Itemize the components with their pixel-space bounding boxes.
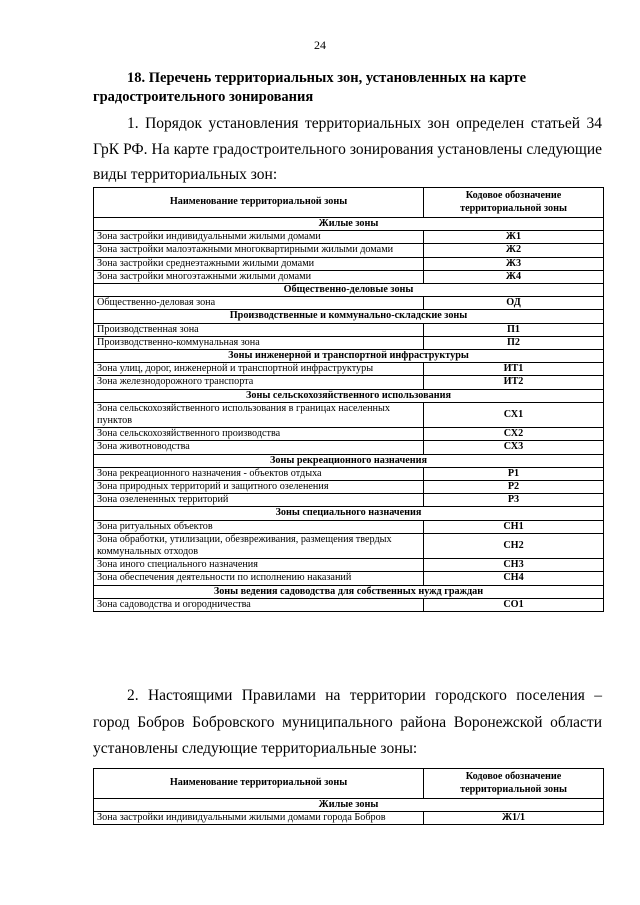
zone-name: Зона застройки среднеэтажными жилыми домами [94, 257, 424, 270]
group-row [94, 454, 604, 467]
zone-group-title: Зоны инженерной и транспортной инфраструктуры [94, 350, 604, 363]
zone-name: Зона животноводства [94, 441, 424, 454]
zone-name: Зона застройки индивидуальными жилыми домами [94, 231, 424, 244]
group-row [94, 389, 604, 402]
zone-name: Производственная зона [94, 323, 424, 336]
zone-code: СН4 [424, 572, 604, 585]
zone-group-title: Общественно-деловые зоны [94, 284, 604, 297]
table-header-row [94, 769, 604, 799]
group-row [94, 284, 604, 297]
table-row [94, 428, 604, 441]
table-row [94, 520, 604, 533]
table-row [94, 441, 604, 454]
zone-code: СХ2 [424, 428, 604, 441]
zone-code: Ж1 [424, 231, 604, 244]
zone-group-title: Жилые зоны [94, 799, 604, 812]
zone-code: ОД [424, 297, 604, 310]
zone-name: Зона улиц, дорог, инженерной и транспортной инфраструктуры [94, 363, 424, 376]
zone-name: Производственно-коммунальная зона [94, 336, 424, 349]
zone-group-title: Зоны специального назначения [94, 507, 604, 520]
zone-code: СН3 [424, 559, 604, 572]
zone-code: СО1 [424, 598, 604, 611]
zone-code: СН1 [424, 520, 604, 533]
table-row [94, 494, 604, 507]
zone-name: Зона железнодорожного транспорта [94, 376, 424, 389]
zone-code: СН2 [424, 533, 604, 558]
table-row [94, 481, 604, 494]
table-row [94, 598, 604, 611]
zone-name: Зона застройки малоэтажными многоквартирными жилыми домами [94, 244, 424, 257]
zone-group-title: Зоны рекреационного назначения [94, 454, 604, 467]
zone-name: Зона иного специального назначения [94, 559, 424, 572]
zone-code: СХ1 [424, 402, 604, 427]
zone-code: Ж3 [424, 257, 604, 270]
column-header-code: Кодовое обозначение территориальной зоны [424, 188, 604, 218]
group-row [94, 585, 604, 598]
table-row [94, 297, 604, 310]
zone-name: Зона садоводства и огородничества [94, 598, 424, 611]
zone-code: П2 [424, 336, 604, 349]
zone-code: ИТ2 [424, 376, 604, 389]
paragraph-1: 1. Порядок установления территориальных зон определен статьей 34 ГрК РФ. На карте градостроительного зонирования установлены следующие виды территориальных зон: [93, 115, 602, 183]
column-header-name: Наименование территориальной зоны [94, 188, 424, 218]
table-row [94, 231, 604, 244]
zone-code: Р1 [424, 467, 604, 480]
zones-table-general [93, 187, 604, 612]
section-heading [93, 69, 602, 107]
zone-name: Зона озелененных территорий [94, 494, 424, 507]
zone-group-title: Зоны ведения садоводства для собственных нужд граждан [94, 585, 604, 598]
section-heading-line2: градостроительного зонирования [93, 89, 314, 105]
column-header-name: Наименование территориальной зоны [94, 769, 424, 799]
table-row [94, 244, 604, 257]
group-row [94, 799, 604, 812]
table-row [94, 533, 604, 558]
zone-name: Зона застройки индивидуальными жилыми домами города Бобров [94, 812, 424, 825]
zone-name: Общественно-деловая зона [94, 297, 424, 310]
table-row [94, 559, 604, 572]
zone-name: Зона сельскохозяйственного использования в границах населенных пунктов [94, 402, 424, 427]
zone-code: Р2 [424, 481, 604, 494]
page-number: 24 [314, 38, 326, 52]
table-row [94, 323, 604, 336]
zone-name: Зона рекреационного назначения - объектов отдыха [94, 467, 424, 480]
zone-name: Зона обработки, утилизации, обезвреживания, размещения твердых коммунальных отходов [94, 533, 424, 558]
zone-name: Зона ритуальных объектов [94, 520, 424, 533]
table-row [94, 376, 604, 389]
zone-code: ИТ1 [424, 363, 604, 376]
zone-name: Зона природных территорий и защитного озеленения [94, 481, 424, 494]
paragraph-2: 2. Настоящими Правилами на территории городского поселения – город Бобров Бобровского муниципального района Воронежской области установлены следующие территориальные зоны: [93, 687, 602, 757]
group-row [94, 218, 604, 231]
zone-name: Зона застройки многоэтажными жилыми домами [94, 270, 424, 283]
zone-code: Ж4 [424, 270, 604, 283]
section-heading-line1: 18. Перечень территориальных зон, установленных на карте [127, 70, 527, 86]
zone-code: Р3 [424, 494, 604, 507]
table-row [94, 270, 604, 283]
table-row [94, 812, 604, 825]
zone-code: Ж1/1 [424, 812, 604, 825]
zone-group-title: Зоны сельскохозяйственного использования [94, 389, 604, 402]
zones-table-city [93, 768, 604, 825]
table-row [94, 467, 604, 480]
table-row [94, 402, 604, 427]
group-row [94, 350, 604, 363]
table-row [94, 257, 604, 270]
zone-code: Ж2 [424, 244, 604, 257]
table-row [94, 336, 604, 349]
zone-name: Зона сельскохозяйственного производства [94, 428, 424, 441]
zone-name: Зона обеспечения деятельности по исполнению наказаний [94, 572, 424, 585]
table-row [94, 572, 604, 585]
column-header-code: Кодовое обозначение территориальной зоны [424, 769, 604, 799]
group-row [94, 507, 604, 520]
table-header-row [94, 188, 604, 218]
zone-group-title: Жилые зоны [94, 218, 604, 231]
group-row [94, 310, 604, 323]
zone-code: П1 [424, 323, 604, 336]
zone-code: СХ3 [424, 441, 604, 454]
zone-group-title: Производственные и коммунально-складские зоны [94, 310, 604, 323]
table-row [94, 363, 604, 376]
